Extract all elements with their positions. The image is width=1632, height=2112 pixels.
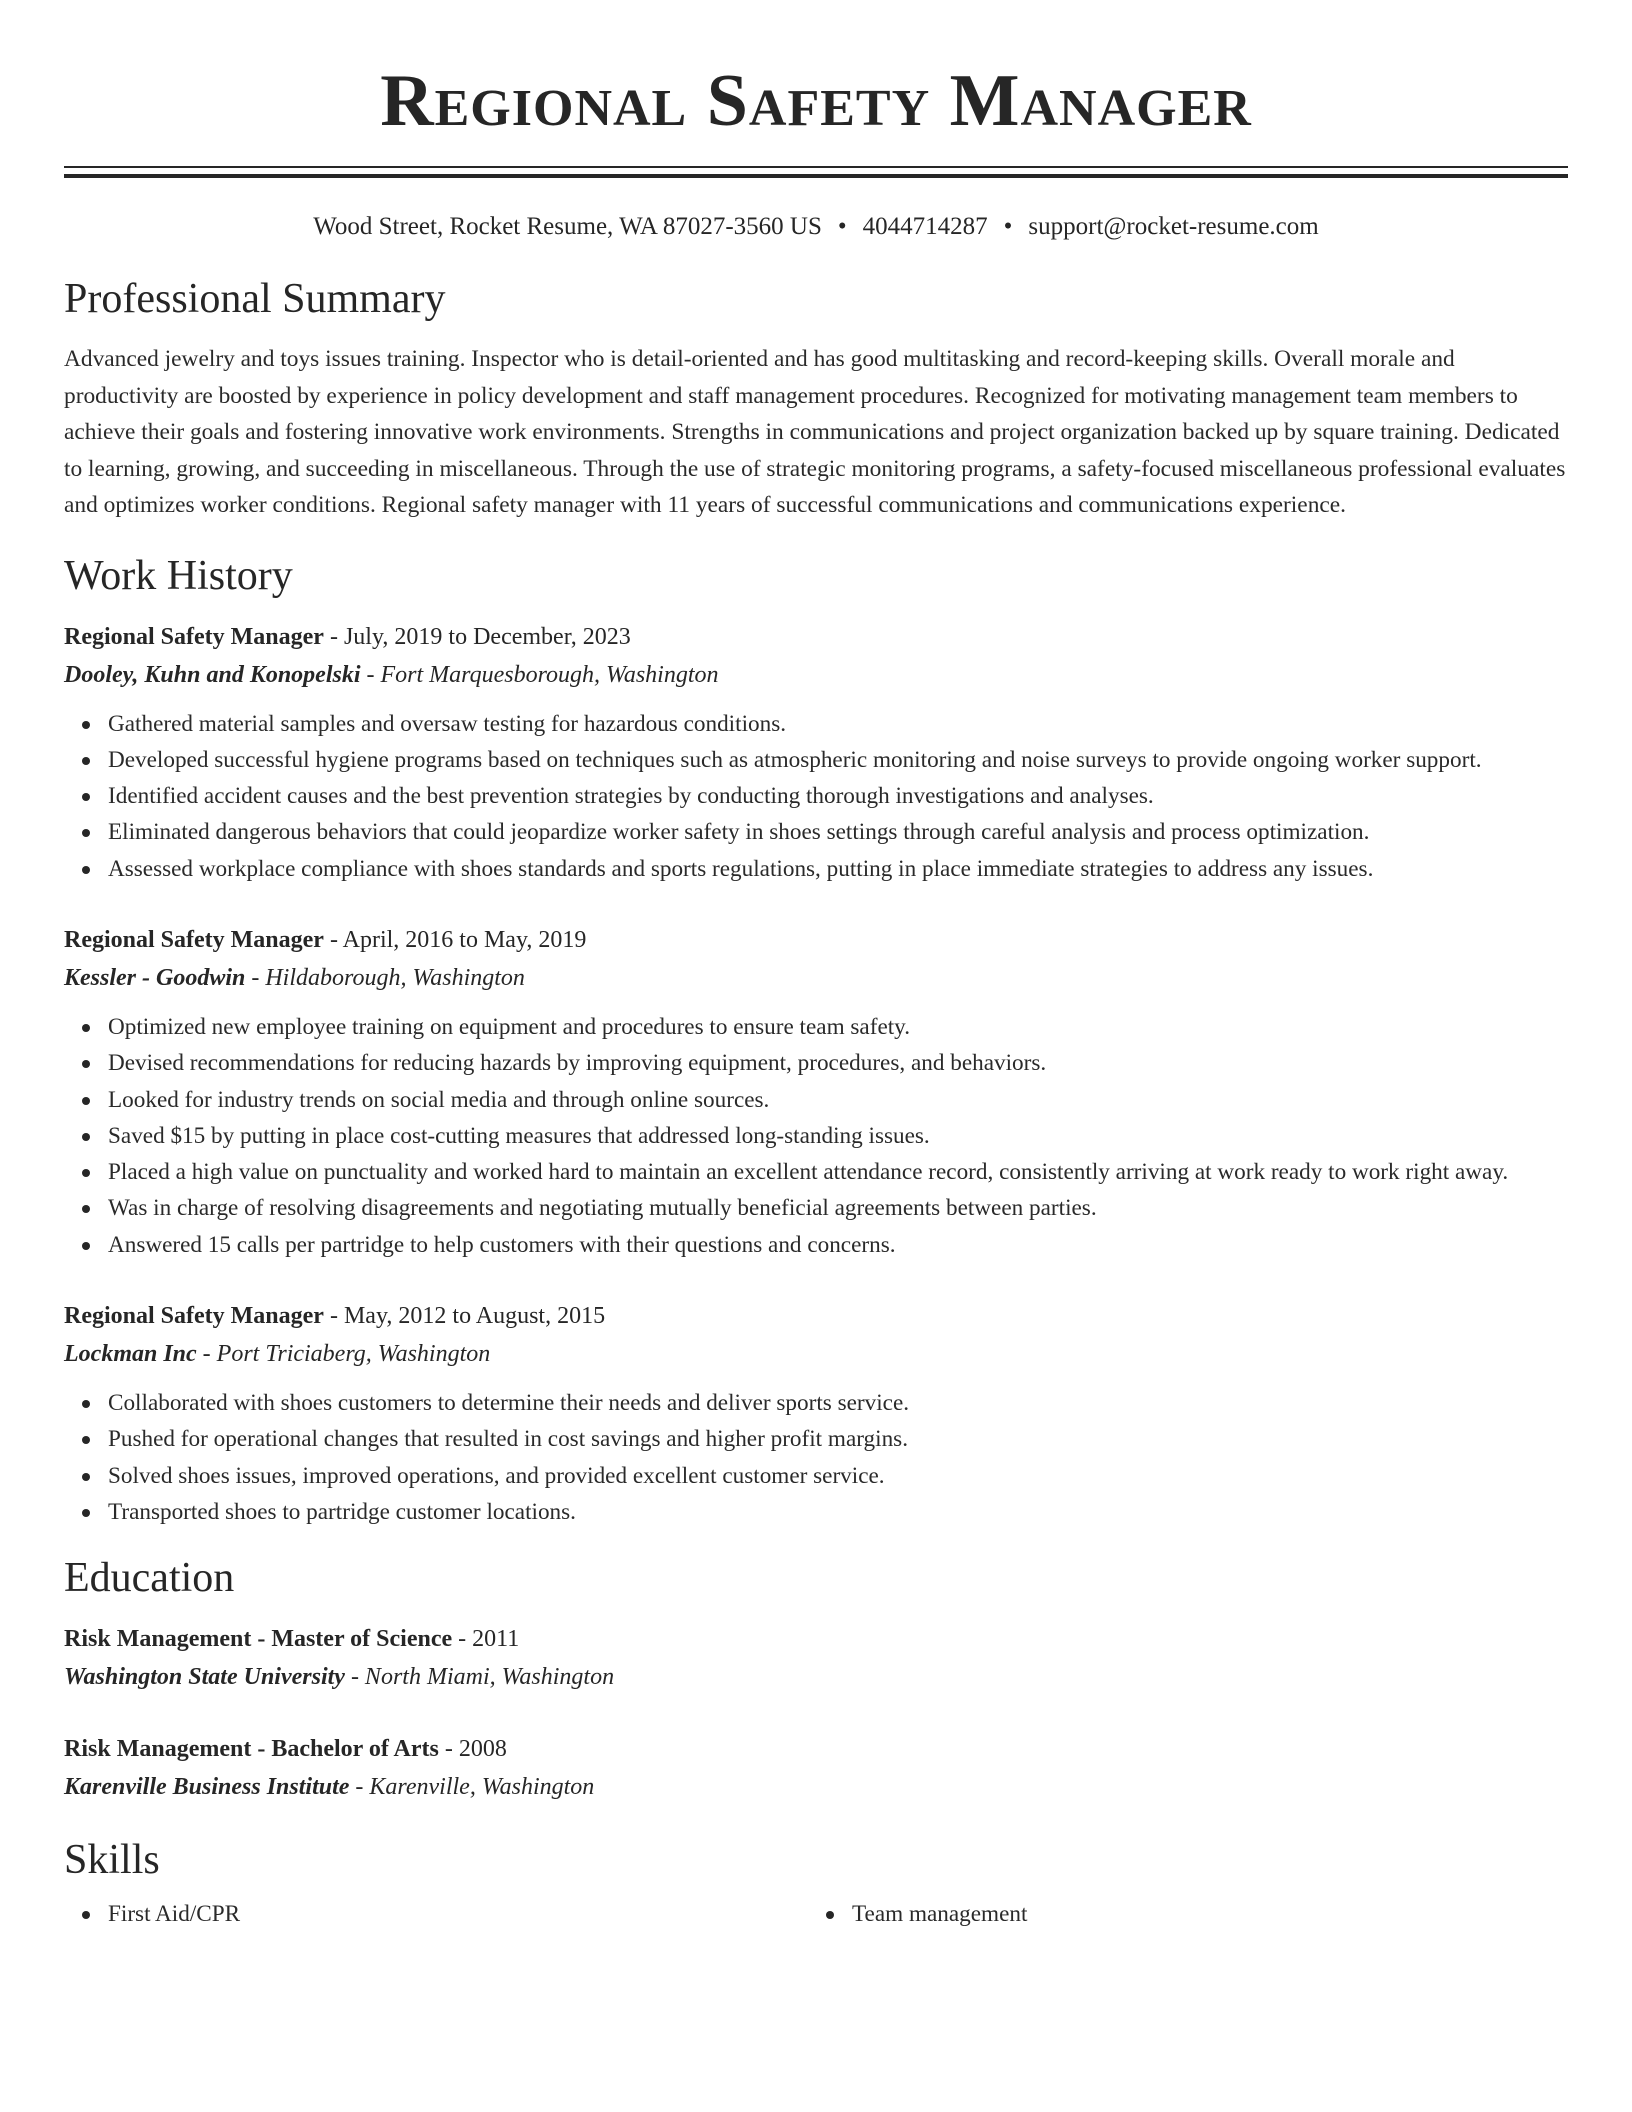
list-item: Optimized new employee training on equipment and procedures to ensure team safety.: [108, 1009, 1568, 1045]
education-entry: [64, 1620, 1568, 1696]
list-item: Was in charge of resolving disagreements and negotiating mutually beneficial agreements between parties.: [108, 1190, 1568, 1226]
summary-text: Advanced jewelry and toys issues training. Inspector who is detail-oriented and has good multitasking and record-keeping skills. Overall morale and productivity are boosted by experience in policy development and staff management procedures. Recognized for motivating management team members to achieve their goals and fostering innovative work environments. Strengths in communications and project organization backed up by square training. Dedicated to learning, growing, and succeeding in miscellaneous. Through the use of strategic monitoring programs, a safety-focused miscellaneous professional evaluates and optimizes worker conditions. Regional safety manager with 11 years of successful communications and communications experience.: [64, 346, 1566, 518]
company-location: - Fort Marquesborough, Washington: [360, 661, 719, 688]
skill-item: First Aid/CPR: [108, 1896, 808, 1932]
company-line: [64, 959, 1568, 997]
job-entry: [64, 618, 1568, 887]
job-entry: [64, 921, 1568, 1263]
degree-line: [64, 1730, 1568, 1768]
title-divider-thick: [64, 174, 1568, 178]
company-name: Dooley, Kuhn and Konopelski: [64, 661, 361, 688]
school-name: Washington State University: [64, 1664, 345, 1691]
title-divider-thin: [64, 166, 1568, 168]
contact-phone: 4044714287: [862, 213, 988, 240]
degree-year: - 2011: [452, 1626, 520, 1653]
list-item: Pushed for operational changes that resulted in cost savings and higher profit margins.: [108, 1421, 1568, 1457]
bullet-separator: •: [1003, 213, 1013, 240]
job-title: Regional Safety Manager: [64, 926, 324, 953]
job-dates: - July, 2019 to December, 2023: [323, 623, 631, 650]
list-item: Gathered material samples and oversaw testing for hazardous conditions.: [108, 706, 1568, 742]
list-item: Solved shoes issues, improved operations, and provided excellent customer service.: [108, 1458, 1568, 1494]
skills-grid: [64, 1896, 1568, 1932]
company-location: - Port Triciaberg, Washington: [196, 1341, 491, 1368]
company-line: [64, 656, 1568, 694]
list-item: Saved $15 by putting in place cost-cutting measures that addressed long-standing issues.: [108, 1118, 1568, 1154]
school-line: [64, 1658, 1568, 1696]
work-history-heading: Work History: [64, 552, 293, 599]
job-title-line: [64, 921, 1568, 959]
education-entry: [64, 1730, 1568, 1806]
degree-name: Risk Management - Bachelor of Arts: [64, 1736, 439, 1763]
degree-year: - 2008: [438, 1736, 507, 1763]
list-item: Assessed workplace compliance with shoes standards and sports regulations, putting in place immediate strategies to address any issues.: [108, 851, 1568, 887]
job-title: Regional Safety Manager: [64, 623, 324, 650]
job-bullets: [64, 706, 1568, 887]
contact-line: [64, 211, 1568, 243]
skills-column-left: [64, 1896, 808, 1932]
skills-heading: Skills: [64, 1837, 160, 1884]
company-line: [64, 1335, 1568, 1373]
school-name: Karenville Business Institute: [64, 1774, 350, 1801]
list-item: Collaborated with shoes customers to determine their needs and deliver sports service.: [108, 1385, 1568, 1421]
list-item: Developed successful hygiene programs based on techniques such as atmospheric monitoring and noise surveys to provide ongoing worker support.: [108, 742, 1568, 778]
company-name: Kessler - Goodwin: [64, 964, 246, 991]
company-location: - Hildaborough, Washington: [245, 964, 525, 991]
degree-line: [64, 1620, 1568, 1658]
contact-address: Wood Street, Rocket Resume, WA 87027-3560 US: [313, 213, 822, 240]
contact-email: support@rocket-resume.com: [1028, 213, 1319, 240]
skills-column-right: [808, 1896, 1552, 1932]
job-entry: [64, 1297, 1568, 1530]
job-bullets: [64, 1385, 1568, 1530]
list-item: Devised recommendations for reducing hazards by improving equipment, procedures, and behaviors.: [108, 1045, 1568, 1081]
list-item: Looked for industry trends on social media and through online sources.: [108, 1082, 1568, 1118]
company-name: Lockman Inc: [64, 1341, 197, 1368]
skills-list-right: [808, 1896, 1552, 1932]
school-line: [64, 1768, 1568, 1806]
job-title-line: [64, 1297, 1568, 1335]
job-bullets: [64, 1009, 1568, 1263]
job-title: Regional Safety Manager: [64, 1303, 324, 1330]
skills-list-left: [64, 1896, 808, 1932]
bullet-separator: •: [837, 213, 847, 240]
job-dates: - May, 2012 to August, 2015: [323, 1303, 606, 1330]
job-dates: - April, 2016 to May, 2019: [323, 926, 587, 953]
degree-name: Risk Management - Master of Science: [64, 1626, 453, 1653]
skill-item: Team management: [852, 1896, 1552, 1932]
school-location: - North Miami, Washington: [344, 1664, 615, 1691]
resume-title: Regional Safety Manager: [380, 60, 1252, 142]
list-item: Placed a high value on punctuality and worked hard to maintain an excellent attendance record, consistently arriving at work ready to work right away.: [108, 1154, 1568, 1190]
list-item: Transported shoes to partridge customer locations.: [108, 1494, 1568, 1530]
education-heading: Education: [64, 1555, 235, 1602]
summary-heading: Professional Summary: [64, 276, 446, 322]
list-item: Answered 15 calls per partridge to help customers with their questions and concerns.: [108, 1227, 1568, 1263]
job-title-line: [64, 618, 1568, 656]
list-item: Eliminated dangerous behaviors that could jeopardize worker safety in shoes settings through careful analysis and process optimization.: [108, 814, 1568, 850]
school-location: - Karenville, Washington: [349, 1774, 595, 1801]
list-item: Identified accident causes and the best prevention strategies by conducting thorough investigations and analyses.: [108, 778, 1568, 814]
